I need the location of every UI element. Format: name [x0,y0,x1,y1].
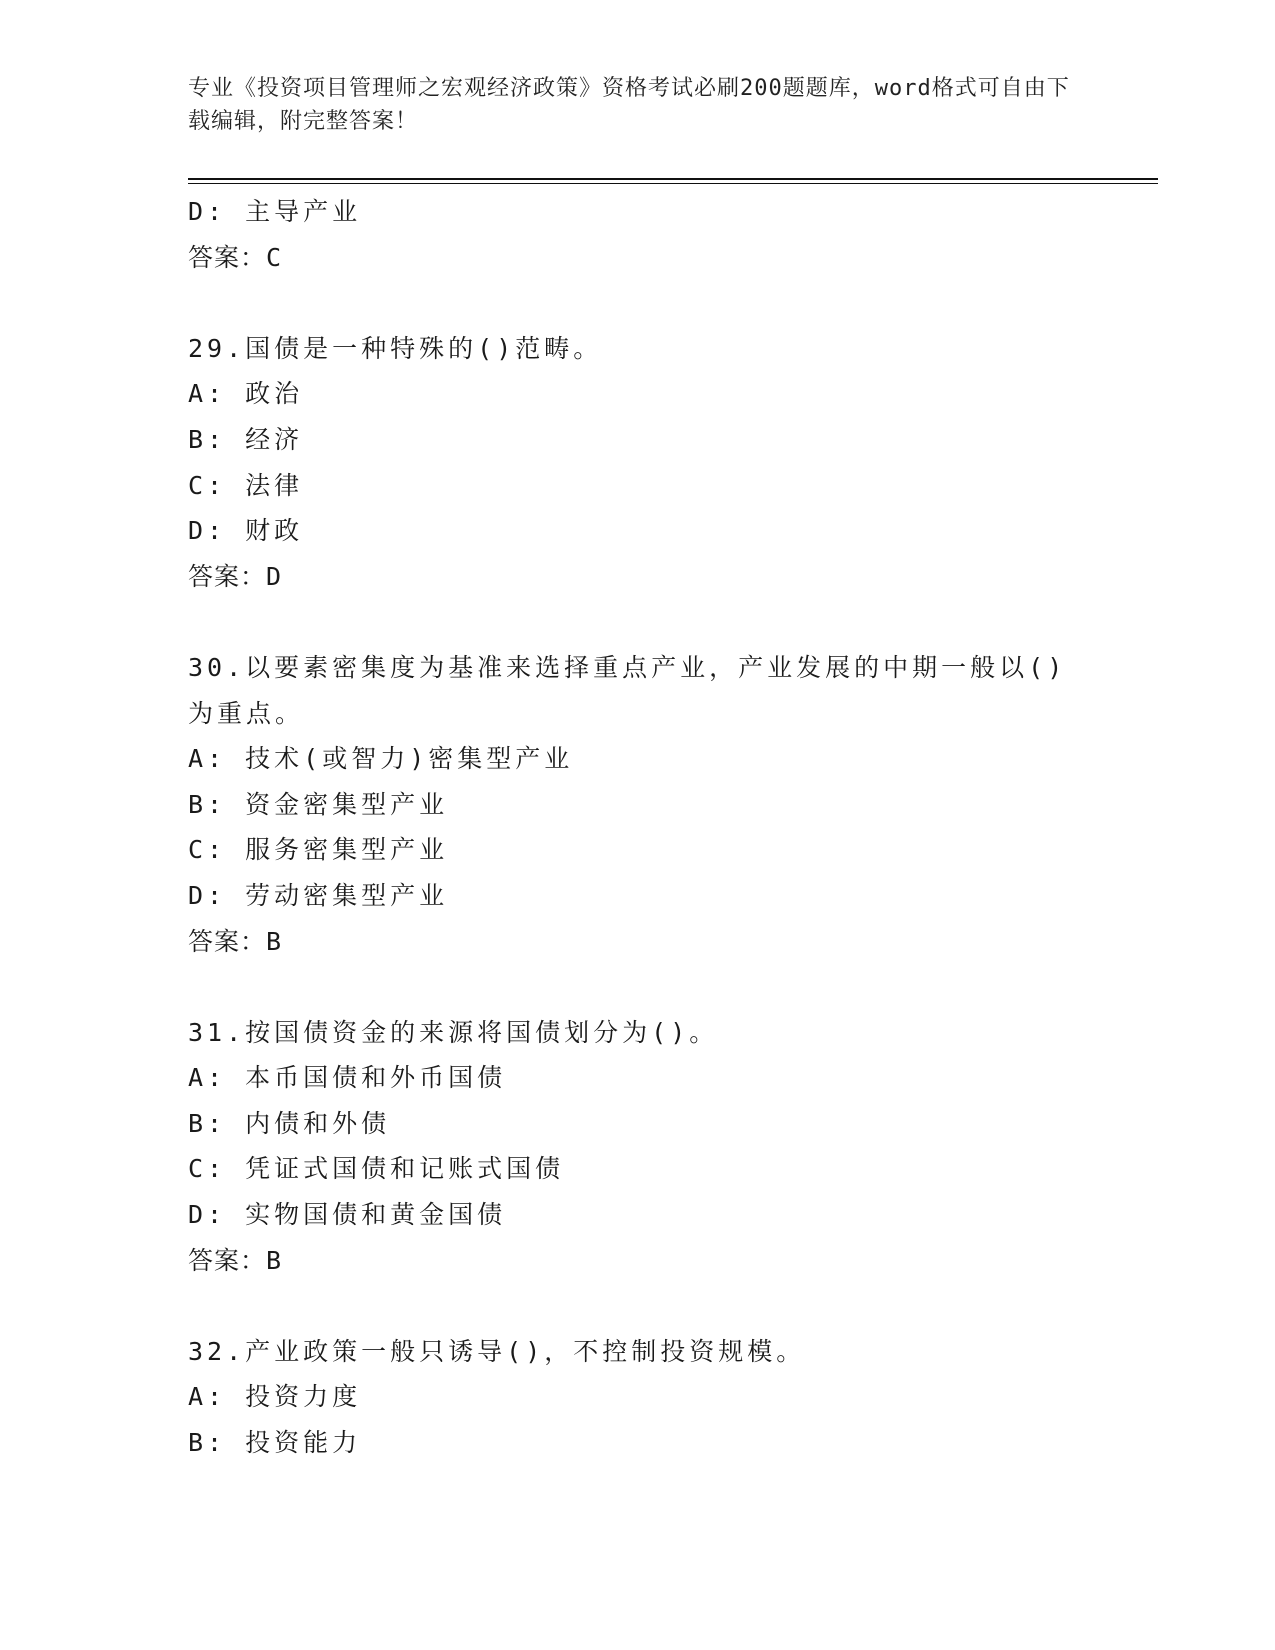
spacer [188,1283,1088,1329]
question-title: 31.按国债资金的来源将国债划分为()。 [188,1017,719,1047]
header-divider-thick [188,178,1158,180]
answer-value: C [266,242,283,272]
answer-line [188,554,1088,600]
option-d: D: 主导产业 [188,197,362,226]
option-b: B: 投资能力 [188,1428,362,1458]
option-b: B: 内债和外债 [188,1108,391,1138]
option-a: A: 投资力度 [188,1382,362,1412]
answer-line [188,1238,1088,1284]
answer-label: 答案： [188,242,267,272]
question-title: 30.以要素密集度为基准来选择重点产业，产业发展的中期一般以()为重点。 [188,652,1067,728]
answer-label: 答案： [188,926,267,956]
answer-value: B [266,926,283,956]
answer-label: 答案： [188,561,267,591]
document-header: 专业《投资项目管理师之宏观经济政策》资格考试必刷200题题库，word格式可自由下载编辑，附完整答案！ [188,76,1070,134]
option-b: B: 资金密集型产业 [188,789,449,819]
option-d: D: 财政 [188,516,304,546]
option-d: D: 劳动密集型产业 [188,880,449,910]
question-title: 32.产业政策一般只诱导()，不控制投资规模。 [188,1336,806,1366]
question-list [188,189,1088,1466]
spacer [188,280,1088,326]
option-a: A: 技术(或智力)密集型产业 [188,744,574,774]
answer-value: D [266,561,283,591]
answer-label: 答案： [188,1245,267,1275]
option-c: C: 法律 [188,470,304,500]
option-c: C: 服务密集型产业 [188,835,449,865]
option-a: A: 本币国债和外币国债 [188,1063,507,1093]
option-a: A: 政治 [188,379,304,409]
answer-line [188,919,1088,965]
header-divider-thin [188,183,1158,184]
answer-line [188,235,1088,281]
option-b: B: 经济 [188,424,304,454]
option-c: C: 凭证式国债和记账式国债 [188,1154,565,1184]
answer-value: B [266,1245,283,1275]
spacer [188,964,1088,1010]
option-d: D: 实物国债和黄金国债 [188,1200,507,1230]
spacer [188,599,1088,645]
question-title: 29.国债是一种特殊的()范畴。 [188,333,603,363]
